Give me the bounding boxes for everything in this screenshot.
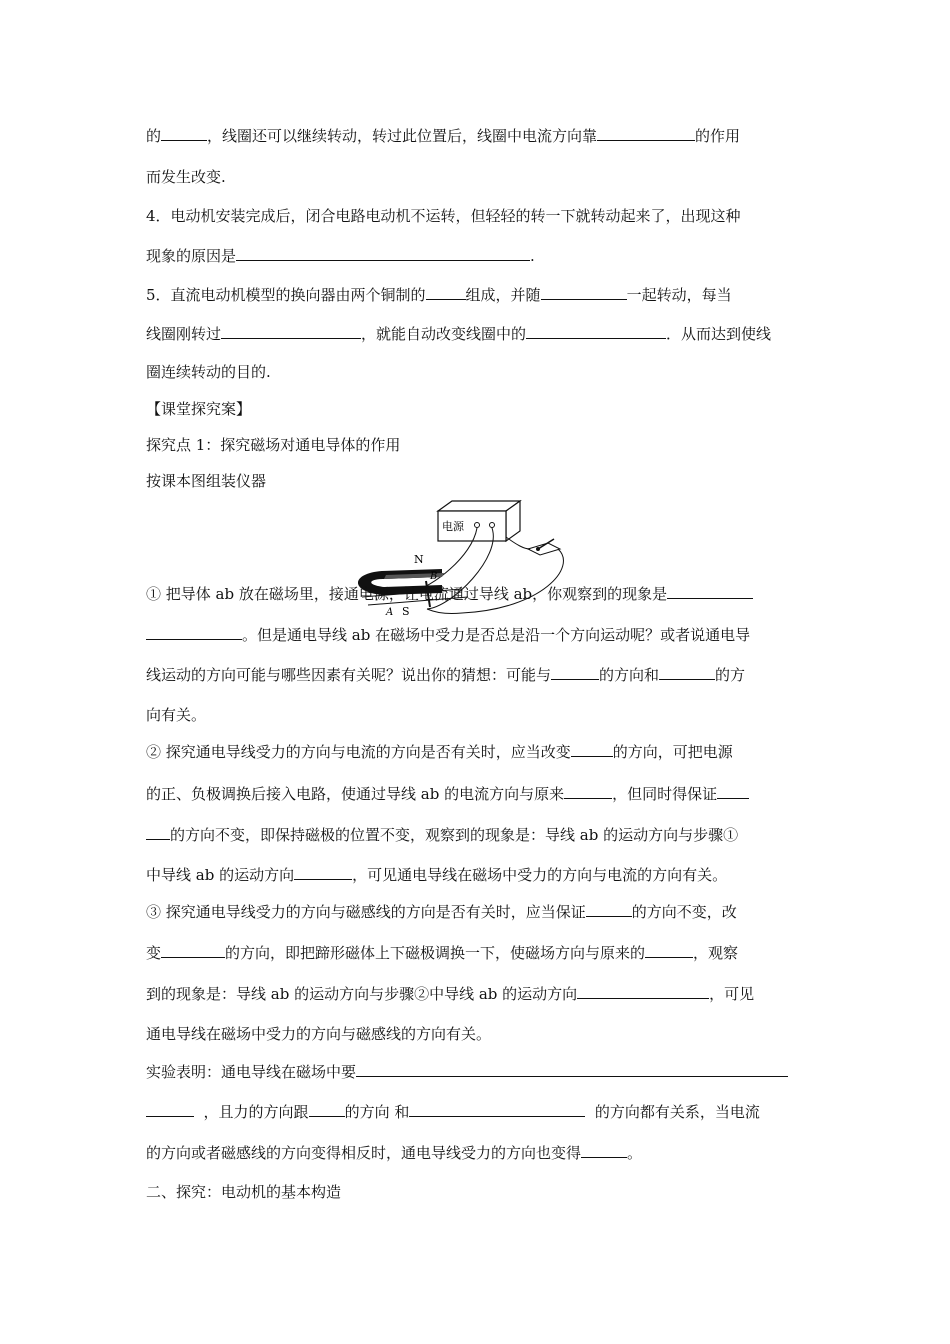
text-line — [146, 1101, 760, 1122]
text-span: ．从而达到使线 — [666, 325, 772, 343]
text-line — [146, 824, 738, 845]
text-span: 按课本图组装仪器 — [146, 472, 267, 490]
blank[interactable] — [309, 1101, 345, 1117]
text-span: 的正、负极调换后接入电路，使通过导线 ab 的电流方向与原来 — [146, 785, 565, 803]
blank[interactable] — [717, 783, 749, 799]
text-line — [146, 284, 732, 305]
text-span: 现象的原因是 — [146, 247, 237, 265]
blank[interactable] — [586, 901, 632, 917]
text-line — [146, 741, 733, 762]
text-span: 的方向和 — [599, 666, 660, 684]
text-line — [146, 705, 206, 725]
text-line — [146, 942, 738, 963]
text-span: 到的现象是：导线 ab 的运动方向与步骤②中导线 ab 的运动方向 — [146, 985, 578, 1003]
text-line — [146, 471, 266, 491]
text-span: ，线圈还可以继续转动，转过此位置后，线圈中电流方向靠 — [207, 127, 598, 145]
text-span: 的 — [146, 127, 162, 145]
section-heading — [146, 399, 251, 419]
blank[interactable] — [564, 783, 612, 799]
text-span: 圈连续转动的目的. — [146, 363, 271, 381]
text-span: 的方向都有关系，当电流 — [594, 1103, 760, 1121]
text-span: 而发生改变. — [146, 168, 226, 186]
blank[interactable] — [577, 983, 709, 999]
blank[interactable] — [597, 125, 695, 141]
power-supply — [438, 501, 520, 541]
text-span: ，就能自动改变线圈中的 — [361, 325, 527, 343]
blank[interactable] — [526, 323, 666, 339]
text-span: 线运动的方向可能与哪些因素有关呢？说出你的猜想：可能与 — [146, 666, 552, 684]
text-span: ，可见 — [709, 985, 755, 1003]
text-span: 二、探究：电动机的基本构造 — [146, 1183, 342, 1201]
text-span: 的方 — [715, 666, 746, 684]
blank[interactable] — [581, 1142, 627, 1158]
blank[interactable] — [221, 323, 361, 339]
text-line — [146, 362, 271, 382]
text-span: 【课堂探究案】 — [146, 400, 252, 418]
text-span: 的方向或者磁感线的方向变得相反时，通电导线受力的方向也变得 — [146, 1144, 582, 1162]
text-line — [146, 624, 750, 645]
text-line — [146, 1142, 642, 1163]
text-span: ，观察 — [693, 944, 739, 962]
text-line — [146, 783, 749, 804]
text-span: 的方向不变，即保持磁极的位置不变，观察到的现象是：导线 ab 的运动方向与步骤① — [170, 826, 739, 844]
text-line — [146, 583, 753, 604]
label-a: A — [386, 607, 394, 618]
text-span: 的方向 和 — [344, 1103, 410, 1121]
blank[interactable] — [426, 284, 466, 300]
switch — [528, 539, 560, 555]
blank[interactable] — [667, 583, 753, 599]
text-span: 向有关。 — [146, 706, 207, 724]
blank[interactable] — [294, 864, 352, 880]
blank[interactable] — [409, 1101, 585, 1117]
text-line — [146, 901, 737, 922]
text-span: 通电导线在磁场中受力的方向与磁感线的方向有关。 — [146, 1025, 492, 1043]
blank[interactable] — [659, 664, 715, 680]
text-span: 探究点 1：探究磁场对通电导体的作用 — [146, 436, 401, 454]
text-line — [146, 167, 226, 187]
text-line — [146, 323, 771, 344]
text-span: 4．电动机安装完成后，闭合电路电动机不运转，但轻轻的转一下就转动起来了，出现这种 — [146, 207, 741, 225]
blank[interactable] — [551, 664, 599, 680]
power-label: 电源 — [442, 520, 464, 533]
blank[interactable] — [571, 741, 613, 757]
blank[interactable] — [146, 624, 242, 640]
text-span: 。但是通电导线 ab 在磁场中受力是否总是沿一个方向运动呢？或者说通电导 — [242, 626, 751, 644]
blank[interactable] — [356, 1061, 788, 1077]
text-line — [146, 125, 740, 146]
text-span: ，且力的方向跟 — [203, 1103, 309, 1121]
text-line — [146, 864, 727, 885]
label-b: B — [430, 571, 438, 582]
pole-n-label: N — [414, 553, 424, 566]
text-span: 一起转动，每当 — [626, 286, 732, 304]
text-line — [146, 1024, 491, 1044]
text-line — [146, 435, 400, 455]
text-span: 实验表明：通电导线在磁场中要 — [146, 1063, 357, 1081]
blank[interactable] — [146, 824, 170, 840]
text-span: 中导线 ab 的运动方向 — [146, 866, 295, 884]
text-span: ，但同时得保证 — [612, 785, 718, 803]
blank[interactable] — [645, 942, 693, 958]
blank[interactable] — [541, 284, 627, 300]
blank[interactable] — [146, 1101, 194, 1117]
text-line — [146, 206, 741, 226]
text-span: ① 把导体 ab 放在磁场里，接通电源，让电流通过导线 ab，你观察到的现象是 — [146, 585, 668, 603]
text-line — [146, 1061, 788, 1082]
blank[interactable] — [236, 245, 530, 261]
text-span: 的方向，可把电源 — [612, 743, 733, 761]
text-span: ③ 探究通电导线受力的方向与磁感线的方向是否有关时，应当保证 — [146, 903, 586, 921]
text-span: 。 — [627, 1144, 643, 1162]
text-span: ，可见通电导线在磁场中受力的方向与电流的方向有关。 — [352, 866, 728, 884]
text-span: 线圈刚转过 — [146, 325, 222, 343]
section-heading — [146, 1182, 341, 1202]
pole-s-label: S — [402, 605, 410, 618]
text-span: 的方向不变，改 — [631, 903, 737, 921]
text-span: 5．直流电动机模型的换向器由两个铜制的 — [146, 286, 426, 304]
blank[interactable] — [161, 942, 225, 958]
text-span: . — [530, 247, 535, 265]
blank[interactable] — [161, 125, 207, 141]
text-span: 的作用 — [695, 127, 741, 145]
text-line — [146, 245, 535, 266]
text-span: 变 — [146, 944, 162, 962]
text-span: ② 探究通电导线受力的方向与电流的方向是否有关时，应当改变 — [146, 743, 571, 761]
text-line — [146, 664, 745, 685]
text-span: 的方向，即把蹄形磁体上下磁极调换一下，使磁场方向与原来的 — [225, 944, 646, 962]
text-line — [146, 983, 754, 1004]
text-span: 组成，并随 — [465, 286, 541, 304]
